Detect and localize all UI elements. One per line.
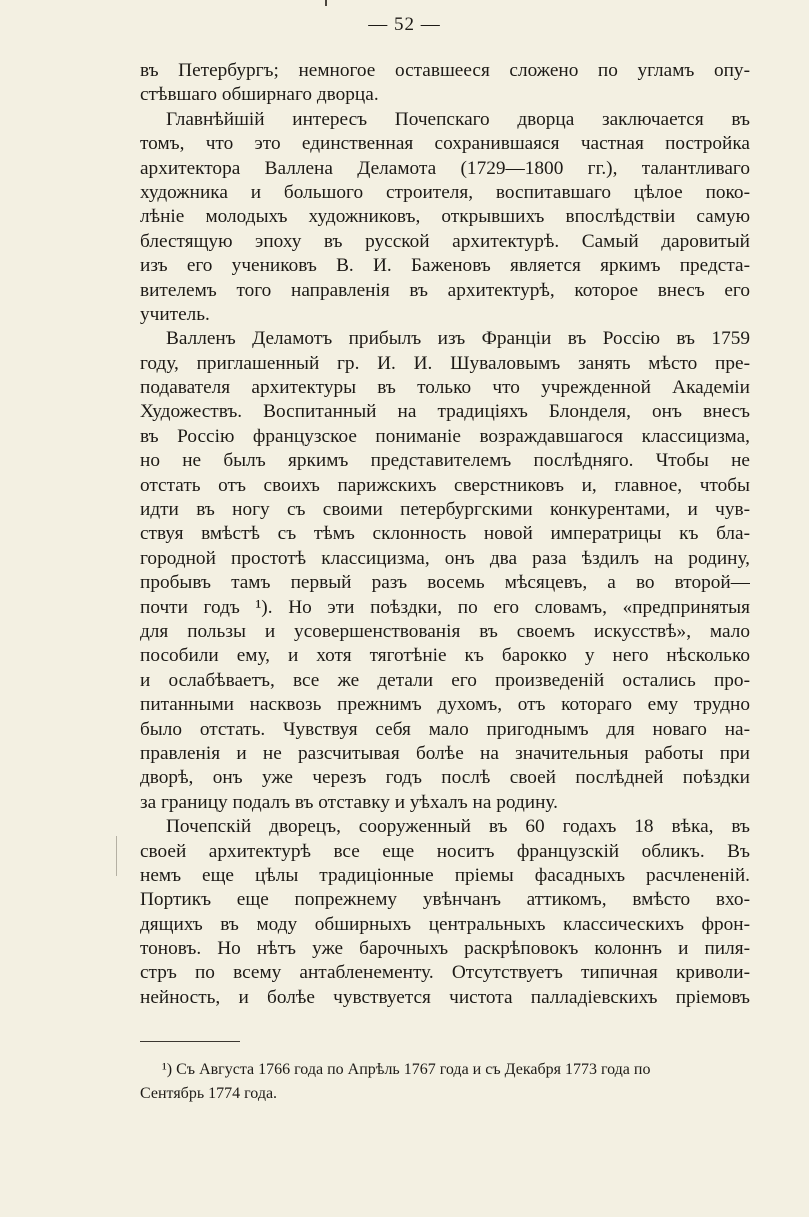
text-line: художника и большого строителя, воспитавшаго цѣлое поко-	[140, 181, 750, 203]
text-line: вителемъ того направленія въ архитектурѣ, которое внесъ его	[140, 279, 750, 301]
text-line: Портикъ еще попрежнему увѣнчанъ аттикомъ, вмѣсто вхо-	[140, 889, 750, 911]
text-line: подавателя архитектуры въ только что учрежденной Академіи	[140, 377, 750, 399]
print-speck	[325, 0, 327, 6]
footnote-line: ¹) Съ Августа 1766 года по Апрѣль 1767 года и съ Декабря 1773 года по	[162, 1061, 651, 1078]
text-line: дворѣ, онъ уже черезъ годъ послѣ своей послѣдней поѣздки	[140, 767, 750, 789]
text-line: и ослабѣваетъ, все же детали его произведеній остались про-	[140, 669, 750, 691]
text-line: лѣніе молодыхъ художниковъ, открывшихъ впослѣдствіи самую	[140, 206, 750, 228]
footnote-line: Сентябрь 1774 года.	[140, 1085, 278, 1102]
text-line: въ Россію французское пониманіе возраждавшагося классицизма,	[140, 425, 750, 447]
text-line: городной простотѣ классицизма, онъ два раза ѣздилъ на родину,	[140, 547, 750, 569]
text-line: стѣвшаго обширнаго дворца.	[140, 84, 379, 106]
text-line: но не былъ яркимъ представителемъ послѣдняго. Чтобы не	[140, 450, 750, 472]
text-line: отстать отъ своихъ парижскихъ сверстниковъ и, главное, чтобы	[140, 474, 750, 496]
text-line: въ Петербургъ; немногое оставшееся сложено по угламъ опу-	[140, 60, 750, 81]
text-line: пособили ему, и хотя тяготѣніе къ барокко у него нѣсколько	[140, 645, 750, 667]
text-line: тоновъ. Но нѣтъ уже барочныхъ раскрѣповокъ колоннъ и пиля-	[140, 938, 750, 960]
text-line: изъ его учениковъ В. И. Баженовъ является яркимъ предста-	[140, 255, 750, 277]
text-line: пробывъ тамъ первый разъ восемь мѣсяцевъ, а во второй—	[140, 572, 750, 594]
text-line: Художествъ. Воспитанный на традиціяхъ Блонделя, онъ внесъ	[140, 401, 750, 423]
text-line: питанными насквозь прежнимъ духомъ, отъ котораго ему трудно	[140, 694, 750, 716]
text-line: учитель.	[140, 303, 210, 325]
text-line: правленія и не разсчитывая болѣе на значительныя работы при	[140, 742, 750, 764]
page-number: — 52 —	[368, 14, 441, 35]
text-line: было отстать. Чувствуя себя мало пригоднымъ для новаго на-	[140, 718, 750, 740]
text-line: за границу подалъ въ отставку и уѣхалъ на родину.	[140, 791, 558, 813]
text-line: ствуя вмѣстѣ съ тѣмъ склонность новой императрицы къ бла-	[140, 523, 750, 545]
text-line: Главнѣйшій интересъ Почепскаго дворца заключается въ	[166, 108, 750, 130]
text-line: почти годъ ¹). Но эти поѣздки, по его словамъ, «предпринятыя	[140, 596, 750, 618]
text-line: немъ еще цѣлы традиціонные пріемы фасадныхъ расчлененій.	[140, 864, 750, 886]
text-line: своей архитектурѣ все еще носитъ французскій обликъ. Въ	[140, 840, 750, 862]
text-line: стръ по всему антабленементу. Отсутствуетъ типичная криволи-	[140, 962, 750, 984]
text-line: томъ, что это единственная сохранившаяся частная постройка	[140, 133, 750, 155]
text-line: году, приглашенный гр. И. И. Шуваловымъ занять мѣсто пре-	[140, 352, 750, 374]
text-line: нейность, и болѣе чувствуется чистота палладіевскихъ пріемовъ	[140, 986, 750, 1008]
text-line: Почепскій дворецъ, сооруженный въ 60 годахъ 18 вѣка, въ	[166, 816, 750, 838]
margin-pencil-mark	[116, 836, 117, 876]
footnote	[140, 1058, 750, 1106]
body-text	[140, 59, 750, 1010]
footnote-divider	[140, 1041, 240, 1042]
text-line: для пользы и усовершенствованія въ своемъ искусствѣ», мало	[140, 620, 750, 642]
text-line: блестящую эпоху въ русской архитектурѣ. Самый даровитый	[140, 230, 750, 252]
text-line: идти въ ногу съ своими петербургскими конкурентами, и чув-	[140, 499, 750, 521]
text-line: дящихъ въ моду обширныхъ центральныхъ классическихъ фрон-	[140, 913, 750, 935]
text-line: архитектора Валлена Деламота (1729—1800 гг.), талантливаго	[140, 157, 750, 179]
text-line: Валленъ Деламотъ прибылъ изъ Франціи въ Россію въ 1759	[166, 328, 750, 350]
